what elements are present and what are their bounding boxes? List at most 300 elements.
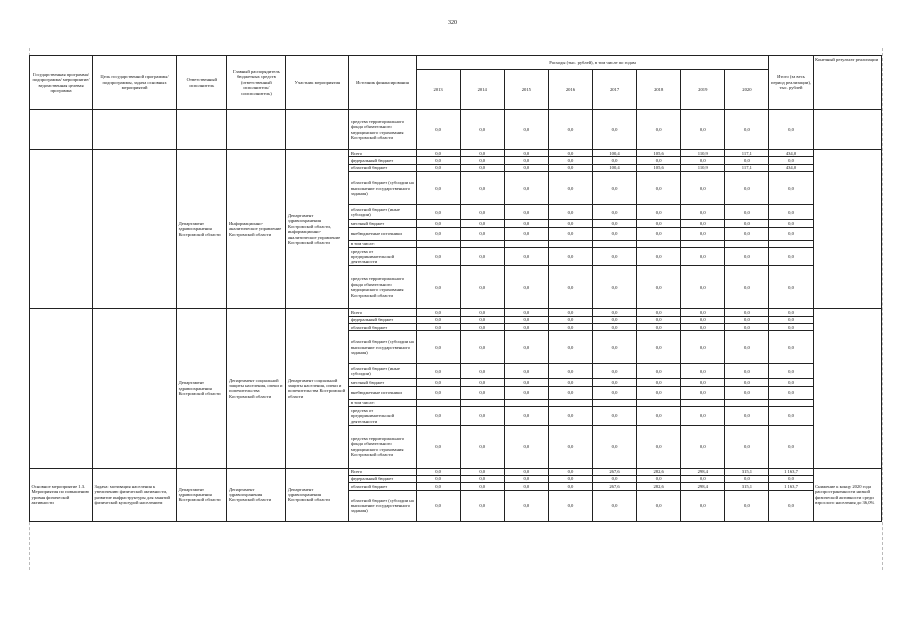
year-value-cell: 0,0 bbox=[460, 324, 504, 331]
year-value-cell: 0,0 bbox=[593, 309, 637, 316]
year-value-cell: 0,0 bbox=[504, 164, 548, 171]
year-value-cell: 0,0 bbox=[637, 220, 681, 227]
total-value-cell: 1 163,7 bbox=[769, 483, 813, 490]
funding-source-cell: областной бюджет bbox=[349, 324, 416, 331]
year-value-cell: 0,0 bbox=[637, 172, 681, 205]
year-value-cell: 0,0 bbox=[460, 379, 504, 386]
result-cell bbox=[813, 150, 881, 309]
year-value-cell: 0,0 bbox=[504, 309, 548, 316]
year-value-cell: 0,0 bbox=[460, 490, 504, 521]
total-value-cell bbox=[769, 240, 813, 247]
year-value-cell: 0,0 bbox=[548, 227, 592, 240]
table-row bbox=[30, 110, 882, 150]
year-value-cell: 0,0 bbox=[504, 324, 548, 331]
year-value-cell: 0,0 bbox=[725, 248, 769, 266]
year-value-cell: 0,0 bbox=[681, 266, 725, 309]
year-value-cell: 0,0 bbox=[725, 364, 769, 379]
year-value-cell: 0,0 bbox=[681, 220, 725, 227]
year-value-cell: 0,0 bbox=[681, 386, 725, 399]
total-value-cell: 0,0 bbox=[769, 309, 813, 316]
year-value-cell: 0,0 bbox=[681, 157, 725, 164]
year-value-cell: 0,0 bbox=[504, 227, 548, 240]
funding-source-cell: местный бюджет bbox=[349, 220, 416, 227]
participant-cell bbox=[286, 110, 349, 150]
year-value-cell: 0,0 bbox=[416, 425, 460, 468]
year-value-cell: 0,0 bbox=[637, 490, 681, 521]
year-value-cell: 0,0 bbox=[416, 483, 460, 490]
year-value-cell: 0,0 bbox=[593, 316, 637, 323]
total-value-cell: 0,0 bbox=[769, 157, 813, 164]
year-value-cell: 0,0 bbox=[637, 266, 681, 309]
funding-source-cell: в том числе: bbox=[349, 399, 416, 406]
year-value-cell bbox=[460, 399, 504, 406]
year-value-cell: 0,0 bbox=[725, 379, 769, 386]
year-value-cell: 267,6 bbox=[593, 483, 637, 490]
year-value-cell: 282,6 bbox=[637, 468, 681, 475]
year-value-cell: 315,1 bbox=[725, 468, 769, 475]
year-value-cell bbox=[593, 240, 637, 247]
year-value-cell: 0,0 bbox=[725, 205, 769, 220]
responsible-cell: Департамент здравоохранения Костромской области bbox=[177, 150, 227, 309]
year-value-cell: 0,0 bbox=[637, 407, 681, 425]
year-value-cell: 0,0 bbox=[681, 475, 725, 482]
year-value-cell: 0,0 bbox=[637, 205, 681, 220]
year-value-cell: 0,0 bbox=[681, 309, 725, 316]
year-value-cell: 0,0 bbox=[504, 386, 548, 399]
total-value-cell: 0,0 bbox=[769, 316, 813, 323]
year-value-cell: 0,0 bbox=[460, 248, 504, 266]
header-year: 2014 bbox=[460, 70, 504, 110]
year-value-cell: 0,0 bbox=[725, 475, 769, 482]
program-cell bbox=[30, 110, 93, 150]
year-value-cell: 0,0 bbox=[416, 164, 460, 171]
result-cell: Снижение к концу 2020 года распространенности низкой физической активности среди взрослого населения до 36,0% bbox=[813, 468, 881, 521]
header-year: 2013 bbox=[416, 70, 460, 110]
year-value-cell: 0,0 bbox=[681, 379, 725, 386]
header-expenses: Расходы (тыс. рублей), в том числе по годам bbox=[416, 56, 769, 70]
year-value-cell: 0,0 bbox=[460, 150, 504, 157]
year-value-cell: 0,0 bbox=[416, 386, 460, 399]
year-value-cell: 0,0 bbox=[548, 425, 592, 468]
year-value-cell: 0,0 bbox=[548, 316, 592, 323]
year-value-cell: 0,0 bbox=[416, 331, 460, 364]
year-value-cell: 0,0 bbox=[593, 490, 637, 521]
year-value-cell: 0,0 bbox=[637, 316, 681, 323]
program-cell bbox=[30, 150, 93, 309]
table-row bbox=[30, 150, 882, 157]
year-value-cell: 0,0 bbox=[460, 157, 504, 164]
year-value-cell: 0,0 bbox=[548, 157, 592, 164]
year-value-cell: 0,0 bbox=[548, 379, 592, 386]
year-value-cell: 0,0 bbox=[593, 324, 637, 331]
program-cell bbox=[30, 309, 93, 468]
funding-source-cell: Всего bbox=[349, 150, 416, 157]
funding-source-cell: внебюджетные источники bbox=[349, 227, 416, 240]
header-year: 2017 bbox=[593, 70, 637, 110]
header-year: 2015 bbox=[504, 70, 548, 110]
goal-cell bbox=[93, 309, 177, 468]
year-value-cell bbox=[681, 399, 725, 406]
header-budget-holder: Главный распорядитель бюджетных средств (ответственный исполнитель/ соисполнитель) bbox=[227, 56, 286, 110]
total-value-cell: 0,0 bbox=[769, 386, 813, 399]
funding-source-cell: областной бюджет (субсидии на выполнение государственного задания) bbox=[349, 331, 416, 364]
year-value-cell: 0,0 bbox=[593, 172, 637, 205]
year-value-cell: 0,0 bbox=[460, 407, 504, 425]
year-value-cell: 0,0 bbox=[504, 468, 548, 475]
year-value-cell: 0,0 bbox=[681, 205, 725, 220]
year-value-cell: 0,0 bbox=[548, 407, 592, 425]
year-value-cell: 100,4 bbox=[593, 164, 637, 171]
total-value-cell: 0,0 bbox=[769, 324, 813, 331]
year-value-cell: 0,0 bbox=[416, 379, 460, 386]
year-value-cell: 0,0 bbox=[460, 468, 504, 475]
total-value-cell: 434,0 bbox=[769, 164, 813, 171]
year-value-cell: 0,0 bbox=[637, 425, 681, 468]
responsible-cell bbox=[177, 110, 227, 150]
header-total: Итого (за весь период реализации), тыс. рублей bbox=[769, 56, 813, 110]
year-value-cell: 0,0 bbox=[681, 172, 725, 205]
year-value-cell: 0,0 bbox=[637, 379, 681, 386]
header-year: 2019 bbox=[681, 70, 725, 110]
funding-source-cell: федеральный бюджет bbox=[349, 157, 416, 164]
funding-source-cell: Всего bbox=[349, 468, 416, 475]
year-value-cell: 0,0 bbox=[681, 364, 725, 379]
funding-source-cell: местный бюджет bbox=[349, 379, 416, 386]
header-funding-source: Источник финансирования bbox=[349, 56, 416, 110]
year-value-cell: 0,0 bbox=[504, 379, 548, 386]
header-goal: Цель государственной программы/подпрограммы, задача основных мероприятий bbox=[93, 56, 177, 110]
year-value-cell: 0,0 bbox=[548, 309, 592, 316]
year-value-cell: 0,0 bbox=[548, 164, 592, 171]
header-result: Конечный результат реализации bbox=[813, 56, 881, 110]
year-value-cell: 0,0 bbox=[416, 316, 460, 323]
year-value-cell: 0,0 bbox=[725, 324, 769, 331]
year-value-cell: 0,0 bbox=[548, 483, 592, 490]
year-value-cell: 0,0 bbox=[548, 331, 592, 364]
year-value-cell: 0,0 bbox=[504, 205, 548, 220]
year-value-cell: 0,0 bbox=[416, 248, 460, 266]
year-value-cell: 0,0 bbox=[416, 364, 460, 379]
year-value-cell: 0,0 bbox=[725, 316, 769, 323]
year-value-cell: 0,0 bbox=[460, 309, 504, 316]
funding-source-cell: средства от предпринимательской деятельности bbox=[349, 248, 416, 266]
year-value-cell: 0,0 bbox=[637, 309, 681, 316]
header-program: Государственная программа/подпрограмма/ мероприятие/ ведомственная целевая программа bbox=[30, 56, 93, 110]
program-cell: Основное мероприятие 1.3. Мероприятия по повышению уровня физической активности bbox=[30, 468, 93, 521]
header-participant: Участник мероприятия bbox=[286, 56, 349, 110]
year-value-cell: 105,6 bbox=[637, 150, 681, 157]
header-year: 2020 bbox=[725, 70, 769, 110]
year-value-cell: 0,0 bbox=[637, 475, 681, 482]
year-value-cell: 0,0 bbox=[548, 248, 592, 266]
year-value-cell: 117,1 bbox=[725, 150, 769, 157]
responsible-cell: Департамент здравоохранения Костромской области bbox=[177, 309, 227, 468]
year-value-cell: 0,0 bbox=[548, 266, 592, 309]
budget-holder-cell: Департамент социальной защиты населения, опеки и попечительства Костромской области bbox=[227, 309, 286, 468]
year-value-cell: 0,0 bbox=[725, 331, 769, 364]
header-responsible: Ответственный исполнитель bbox=[177, 56, 227, 110]
total-value-cell: 434,0 bbox=[769, 150, 813, 157]
year-value-cell: 0,0 bbox=[593, 407, 637, 425]
year-value-cell: 0,0 bbox=[548, 172, 592, 205]
year-value-cell: 100,4 bbox=[593, 150, 637, 157]
year-value-cell bbox=[637, 399, 681, 406]
year-value-cell: 0,0 bbox=[504, 172, 548, 205]
funding-source-cell: в том числе: bbox=[349, 240, 416, 247]
budget-table-wrapper bbox=[29, 55, 882, 522]
total-value-cell bbox=[769, 399, 813, 406]
header-year: 2016 bbox=[548, 70, 592, 110]
funding-source-cell: областной бюджет (субсидии на выполнение государственного задания) bbox=[349, 490, 416, 521]
year-value-cell: 0,0 bbox=[548, 364, 592, 379]
year-value-cell: 0,0 bbox=[460, 364, 504, 379]
year-value-cell: 0,0 bbox=[548, 490, 592, 521]
year-value-cell: 0,0 bbox=[416, 220, 460, 227]
year-value-cell: 0,0 bbox=[725, 220, 769, 227]
year-value-cell: 0,0 bbox=[416, 157, 460, 164]
page-number: 320 bbox=[448, 20, 457, 26]
budget-holder-cell bbox=[227, 110, 286, 150]
total-value-cell: 0,0 bbox=[769, 266, 813, 309]
year-value-cell bbox=[504, 240, 548, 247]
year-value-cell: 0,0 bbox=[460, 220, 504, 227]
year-value-cell: 0,0 bbox=[725, 157, 769, 164]
funding-source-cell: областной бюджет (субсидии на выполнение государственного задания) bbox=[349, 172, 416, 205]
funding-source-cell: средства от предпринимательской деятельности bbox=[349, 407, 416, 425]
year-value-cell: 0,0 bbox=[460, 425, 504, 468]
budget-holder-cell: Информационно-аналитическое управление Костромской области bbox=[227, 150, 286, 309]
year-value-cell: 0,0 bbox=[460, 475, 504, 482]
year-value-cell bbox=[725, 399, 769, 406]
year-value-cell: 0,0 bbox=[593, 475, 637, 482]
year-value-cell: 0,0 bbox=[416, 475, 460, 482]
funding-source-cell: внебюджетные источники bbox=[349, 386, 416, 399]
total-value-cell: 0,0 bbox=[769, 227, 813, 240]
year-value-cell: 0,0 bbox=[416, 407, 460, 425]
year-value-cell: 0,0 bbox=[416, 227, 460, 240]
year-value-cell: 110,9 bbox=[681, 164, 725, 171]
year-value-cell: 282,6 bbox=[637, 483, 681, 490]
year-value-cell: 110,9 bbox=[681, 150, 725, 157]
funding-source-cell: областной бюджет (иные субсидии) bbox=[349, 205, 416, 220]
year-value-cell: 0,0 bbox=[593, 110, 637, 150]
year-value-cell: 105,6 bbox=[637, 164, 681, 171]
year-value-cell: 0,0 bbox=[460, 172, 504, 205]
year-value-cell: 0,0 bbox=[637, 324, 681, 331]
total-value-cell: 0,0 bbox=[769, 379, 813, 386]
total-value-cell: 0,0 bbox=[769, 425, 813, 468]
right-margin-line bbox=[882, 48, 884, 570]
total-value-cell: 0,0 bbox=[769, 110, 813, 150]
year-value-cell bbox=[548, 399, 592, 406]
year-value-cell: 0,0 bbox=[725, 490, 769, 521]
participant-cell: Департамент социальной защиты населения, опеки и попечительства Костромской области bbox=[286, 309, 349, 468]
participant-cell: Департамент здравоохранения Костромской области bbox=[286, 468, 349, 521]
year-value-cell: 0,0 bbox=[504, 425, 548, 468]
total-value-cell: 0,0 bbox=[769, 407, 813, 425]
year-value-cell: 0,0 bbox=[416, 309, 460, 316]
responsible-cell: Департамент здравоохранения Костромской области bbox=[177, 468, 227, 521]
year-value-cell: 0,0 bbox=[593, 266, 637, 309]
total-value-cell: 0,0 bbox=[769, 205, 813, 220]
year-value-cell: 0,0 bbox=[504, 331, 548, 364]
total-value-cell: 1 163,7 bbox=[769, 468, 813, 475]
year-value-cell: 0,0 bbox=[460, 205, 504, 220]
year-value-cell: 0,0 bbox=[681, 324, 725, 331]
budget-holder-cell: Департамент здравоохранения Костромской области bbox=[227, 468, 286, 521]
funding-source-cell: федеральный бюджет bbox=[349, 475, 416, 482]
year-value-cell: 0,0 bbox=[504, 475, 548, 482]
funding-source-cell: средства территориального фонда обязательного медицинского страхования Костромской области bbox=[349, 425, 416, 468]
year-value-cell: 0,0 bbox=[548, 468, 592, 475]
year-value-cell: 0,0 bbox=[504, 364, 548, 379]
year-value-cell: 0,0 bbox=[460, 386, 504, 399]
goal-cell bbox=[93, 150, 177, 309]
year-value-cell: 0,0 bbox=[504, 150, 548, 157]
year-value-cell: 0,0 bbox=[725, 309, 769, 316]
year-value-cell bbox=[416, 240, 460, 247]
year-value-cell: 0,0 bbox=[416, 490, 460, 521]
total-value-cell: 0,0 bbox=[769, 220, 813, 227]
year-value-cell: 0,0 bbox=[725, 386, 769, 399]
year-value-cell: 0,0 bbox=[637, 157, 681, 164]
year-value-cell: 0,0 bbox=[416, 205, 460, 220]
year-value-cell: 0,0 bbox=[460, 331, 504, 364]
year-value-cell: 0,0 bbox=[725, 172, 769, 205]
year-value-cell: 0,0 bbox=[681, 110, 725, 150]
goal-cell: Задача: мотивация населения к увеличению физической активности, развитие инфраструктуры для занятий физической культурой населением bbox=[93, 468, 177, 521]
year-value-cell bbox=[725, 240, 769, 247]
table-row bbox=[30, 309, 882, 316]
year-value-cell: 0,0 bbox=[593, 425, 637, 468]
year-value-cell: 0,0 bbox=[593, 157, 637, 164]
year-value-cell: 0,0 bbox=[460, 316, 504, 323]
funding-source-cell: федеральный бюджет bbox=[349, 316, 416, 323]
year-value-cell: 0,0 bbox=[637, 331, 681, 364]
year-value-cell: 0,0 bbox=[416, 266, 460, 309]
year-value-cell: 0,0 bbox=[460, 227, 504, 240]
year-value-cell: 0,0 bbox=[416, 468, 460, 475]
funding-source-cell: средства территориального фонда обязательного медицинского страхования Костромской области bbox=[349, 266, 416, 309]
year-value-cell: 0,0 bbox=[637, 364, 681, 379]
year-value-cell bbox=[681, 240, 725, 247]
total-value-cell: 0,0 bbox=[769, 172, 813, 205]
year-value-cell: 0,0 bbox=[548, 110, 592, 150]
funding-source-cell: Всего bbox=[349, 309, 416, 316]
year-value-cell bbox=[416, 399, 460, 406]
year-value-cell: 0,0 bbox=[504, 407, 548, 425]
year-value-cell: 0,0 bbox=[504, 157, 548, 164]
year-value-cell: 0,0 bbox=[416, 150, 460, 157]
budget-table bbox=[29, 55, 882, 522]
year-value-cell: 0,0 bbox=[416, 324, 460, 331]
year-value-cell: 315,1 bbox=[725, 483, 769, 490]
year-value-cell: 117,1 bbox=[725, 164, 769, 171]
year-value-cell: 0,0 bbox=[593, 379, 637, 386]
year-value-cell: 298,4 bbox=[681, 468, 725, 475]
budget-table-body bbox=[30, 110, 882, 522]
year-value-cell: 0,0 bbox=[548, 475, 592, 482]
total-value-cell: 0,0 bbox=[769, 248, 813, 266]
year-value-cell: 0,0 bbox=[460, 110, 504, 150]
table-row bbox=[30, 468, 882, 475]
year-value-cell: 0,0 bbox=[460, 266, 504, 309]
year-value-cell: 0,0 bbox=[593, 227, 637, 240]
year-value-cell: 0,0 bbox=[504, 316, 548, 323]
year-value-cell: 0,0 bbox=[681, 407, 725, 425]
year-value-cell: 0,0 bbox=[725, 266, 769, 309]
total-value-cell: 0,0 bbox=[769, 364, 813, 379]
year-value-cell: 0,0 bbox=[416, 172, 460, 205]
year-value-cell: 298,4 bbox=[681, 483, 725, 490]
year-value-cell: 0,0 bbox=[504, 490, 548, 521]
total-value-cell: 0,0 bbox=[769, 490, 813, 521]
year-value-cell: 0,0 bbox=[637, 227, 681, 240]
year-value-cell: 0,0 bbox=[725, 425, 769, 468]
year-value-cell: 0,0 bbox=[548, 150, 592, 157]
year-value-cell: 0,0 bbox=[548, 205, 592, 220]
funding-source-cell: областной бюджет bbox=[349, 164, 416, 171]
year-value-cell: 0,0 bbox=[593, 205, 637, 220]
year-value-cell: 0,0 bbox=[681, 490, 725, 521]
year-value-cell: 267,6 bbox=[593, 468, 637, 475]
year-value-cell: 0,0 bbox=[593, 248, 637, 266]
year-value-cell: 0,0 bbox=[504, 483, 548, 490]
year-value-cell: 0,0 bbox=[504, 220, 548, 227]
year-value-cell: 0,0 bbox=[548, 386, 592, 399]
funding-source-cell: областной бюджет bbox=[349, 483, 416, 490]
total-value-cell: 0,0 bbox=[769, 475, 813, 482]
year-value-cell: 0,0 bbox=[504, 248, 548, 266]
year-value-cell bbox=[460, 240, 504, 247]
year-value-cell: 0,0 bbox=[681, 227, 725, 240]
year-value-cell: 0,0 bbox=[548, 220, 592, 227]
header-year: 2018 bbox=[637, 70, 681, 110]
year-value-cell: 0,0 bbox=[593, 331, 637, 364]
year-value-cell bbox=[637, 240, 681, 247]
year-value-cell: 0,0 bbox=[681, 248, 725, 266]
year-value-cell: 0,0 bbox=[593, 364, 637, 379]
year-value-cell: 0,0 bbox=[681, 425, 725, 468]
year-value-cell: 0,0 bbox=[681, 331, 725, 364]
year-value-cell: 0,0 bbox=[637, 386, 681, 399]
year-value-cell: 0,0 bbox=[416, 110, 460, 150]
year-value-cell: 0,0 bbox=[593, 220, 637, 227]
year-value-cell: 0,0 bbox=[681, 316, 725, 323]
year-value-cell bbox=[504, 399, 548, 406]
year-value-cell bbox=[593, 399, 637, 406]
year-value-cell: 0,0 bbox=[504, 266, 548, 309]
year-value-cell bbox=[548, 240, 592, 247]
funding-source-cell: средства территориального фонда обязательного медицинского страхования Костромской области bbox=[349, 110, 416, 150]
year-value-cell: 0,0 bbox=[637, 248, 681, 266]
year-value-cell: 0,0 bbox=[548, 324, 592, 331]
year-value-cell: 0,0 bbox=[725, 407, 769, 425]
total-value-cell: 0,0 bbox=[769, 331, 813, 364]
result-cell bbox=[813, 309, 881, 468]
goal-cell bbox=[93, 110, 177, 150]
participant-cell: Департамент здравоохранения Костромской области, информационно-аналитическое управление Костромской области bbox=[286, 150, 349, 309]
year-value-cell: 0,0 bbox=[593, 386, 637, 399]
year-value-cell: 0,0 bbox=[504, 110, 548, 150]
year-value-cell: 0,0 bbox=[725, 110, 769, 150]
year-value-cell: 0,0 bbox=[637, 110, 681, 150]
year-value-cell: 0,0 bbox=[725, 227, 769, 240]
funding-source-cell: областной бюджет (иные субсидии) bbox=[349, 364, 416, 379]
year-value-cell: 0,0 bbox=[460, 164, 504, 171]
year-value-cell: 0,0 bbox=[460, 483, 504, 490]
result-cell bbox=[813, 110, 881, 150]
